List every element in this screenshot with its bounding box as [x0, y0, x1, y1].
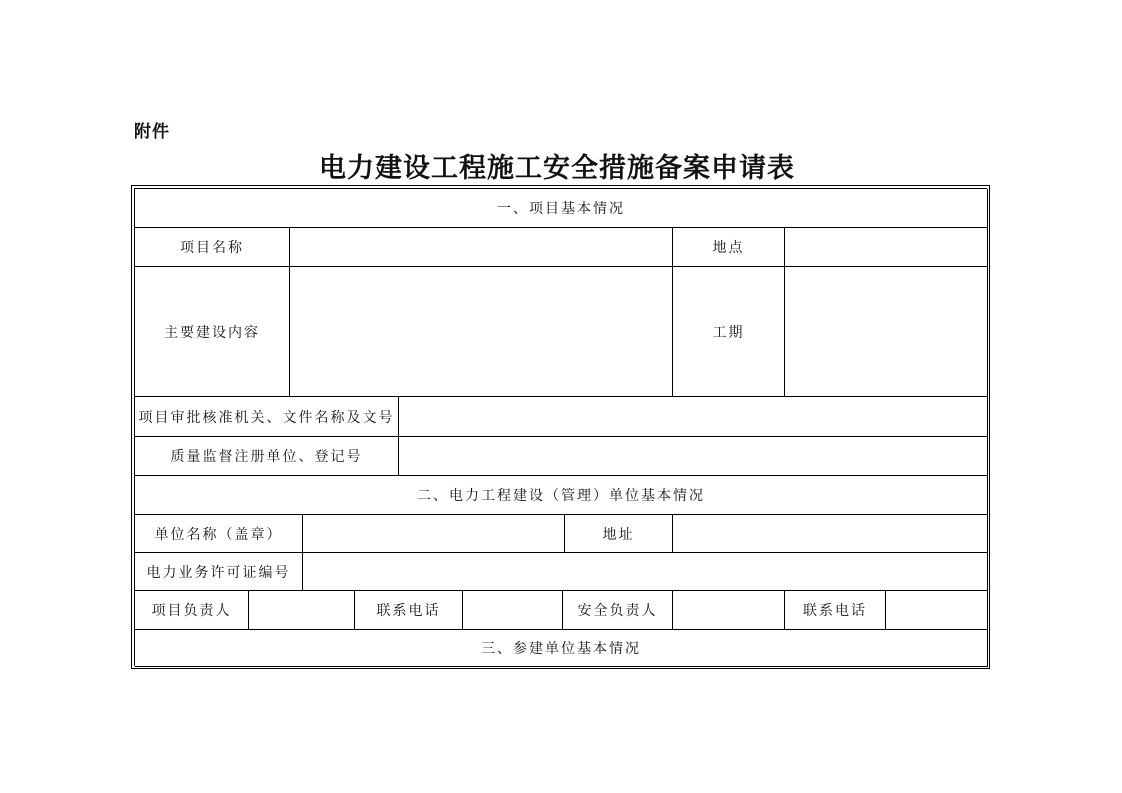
location-field[interactable] — [785, 228, 988, 267]
section2-heading: 二、电力工程建设（管理）单位基本情况 — [135, 476, 988, 515]
project-name-field[interactable] — [290, 228, 673, 267]
main-content-field[interactable] — [290, 267, 673, 397]
duration-field[interactable] — [785, 267, 988, 397]
section1-heading: 一、项目基本情况 — [135, 189, 988, 228]
section3-heading: 三、参建单位基本情况 — [135, 630, 988, 667]
main-content-label: 主要建设内容 — [135, 267, 290, 397]
safety-manager-label: 安全负责人 — [563, 591, 673, 630]
quality-label: 质量监督注册单位、登记号 — [135, 437, 399, 476]
project-manager-label: 项目负责人 — [135, 591, 249, 630]
safety-manager-field[interactable] — [673, 591, 785, 630]
unit-name-field[interactable] — [303, 515, 565, 553]
form-table-frame — [131, 185, 990, 669]
project-name-label: 项目名称 — [135, 228, 290, 267]
phone-label-2: 联系电话 — [785, 591, 886, 630]
duration-label: 工期 — [673, 267, 785, 397]
address-field[interactable] — [673, 515, 988, 553]
unit-name-label: 单位名称（盖章） — [135, 515, 303, 553]
quality-field[interactable] — [399, 437, 988, 476]
license-label: 电力业务许可证编号 — [135, 553, 303, 591]
address-label: 地址 — [565, 515, 673, 553]
attachment-label: 附件 — [134, 122, 170, 142]
phone-field-1[interactable] — [463, 591, 563, 630]
location-label: 地点 — [673, 228, 785, 267]
approval-field[interactable] — [399, 397, 988, 437]
form-title: 电力建设工程施工安全措施备案申请表 — [319, 153, 795, 184]
license-field[interactable] — [303, 553, 988, 591]
form-table — [134, 188, 987, 666]
phone-label-1: 联系电话 — [355, 591, 463, 630]
project-manager-field[interactable] — [249, 591, 355, 630]
phone-field-2[interactable] — [886, 591, 988, 630]
approval-label: 项目审批核准机关、文件名称及文号 — [135, 397, 399, 437]
